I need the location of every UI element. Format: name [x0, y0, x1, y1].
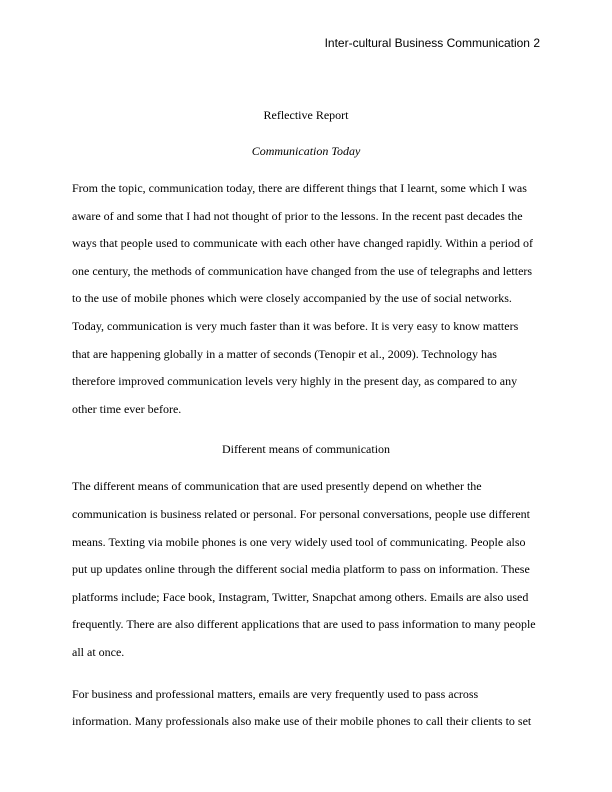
text-line: information. Many professionals also make use of their mobile phones to call their clients to set: [72, 714, 532, 729]
text-line: therefore improved communication levels very highly in the present day, as compared to any: [72, 374, 518, 389]
section-heading: Different means of communication: [221, 442, 391, 457]
text-line: ways that people used to communicate with each other have changed rapidly. Within a period of: [72, 236, 534, 251]
text-line: platforms include; Face book, Instagram, Twitter, Snapchat among others. Emails are also used: [72, 589, 529, 604]
report-title: Reflective Report: [263, 108, 349, 122]
text-line: aware of and some that I had not thought of prior to the lessons. In the recent past decades the: [72, 208, 523, 223]
text-line: communication is business related or personal. For personal conversations, people use different: [72, 506, 530, 521]
text-line: that are happening globally in a matter of seconds (Tenopir et al., 2009). Technology has: [72, 346, 497, 361]
text-line: frequently. There are also different applications that are used to pass information to many people: [72, 617, 536, 632]
text-line: Today, communication is very much faster than it was before. It is very easy to know matters: [72, 318, 519, 333]
running-head: Inter-cultural Business Communication 2: [324, 36, 540, 50]
text-line: put up updates online through the different social media platform to pass on information. These: [72, 562, 530, 577]
document-body: [72, 103, 540, 750]
text-line: other time ever before.: [72, 401, 182, 416]
report-subtitle: Communication Today: [251, 144, 361, 158]
text-line: From the topic, communication today, there are different things that I learnt, some which I was: [72, 181, 527, 195]
text-line: all at once.: [72, 644, 125, 659]
text-line: one century, the methods of communication have changed from the use of telegraphs and letters: [72, 263, 533, 278]
paragraph-means-of-communication: [72, 473, 540, 666]
text-line: means. Texting via mobile phones is one very widely used tool of communicating. People also: [72, 534, 526, 549]
text-line: to the use of mobile phones which were closely accompanied by the use of social networks.: [72, 291, 512, 306]
text-line: For business and professional matters, emails are very frequently used to pass across: [72, 686, 479, 701]
paragraph-business-communication: [72, 681, 540, 736]
paragraph-communication-today: [72, 175, 540, 423]
text-line: The different means of communication that are used presently depend on whether the: [72, 479, 482, 494]
